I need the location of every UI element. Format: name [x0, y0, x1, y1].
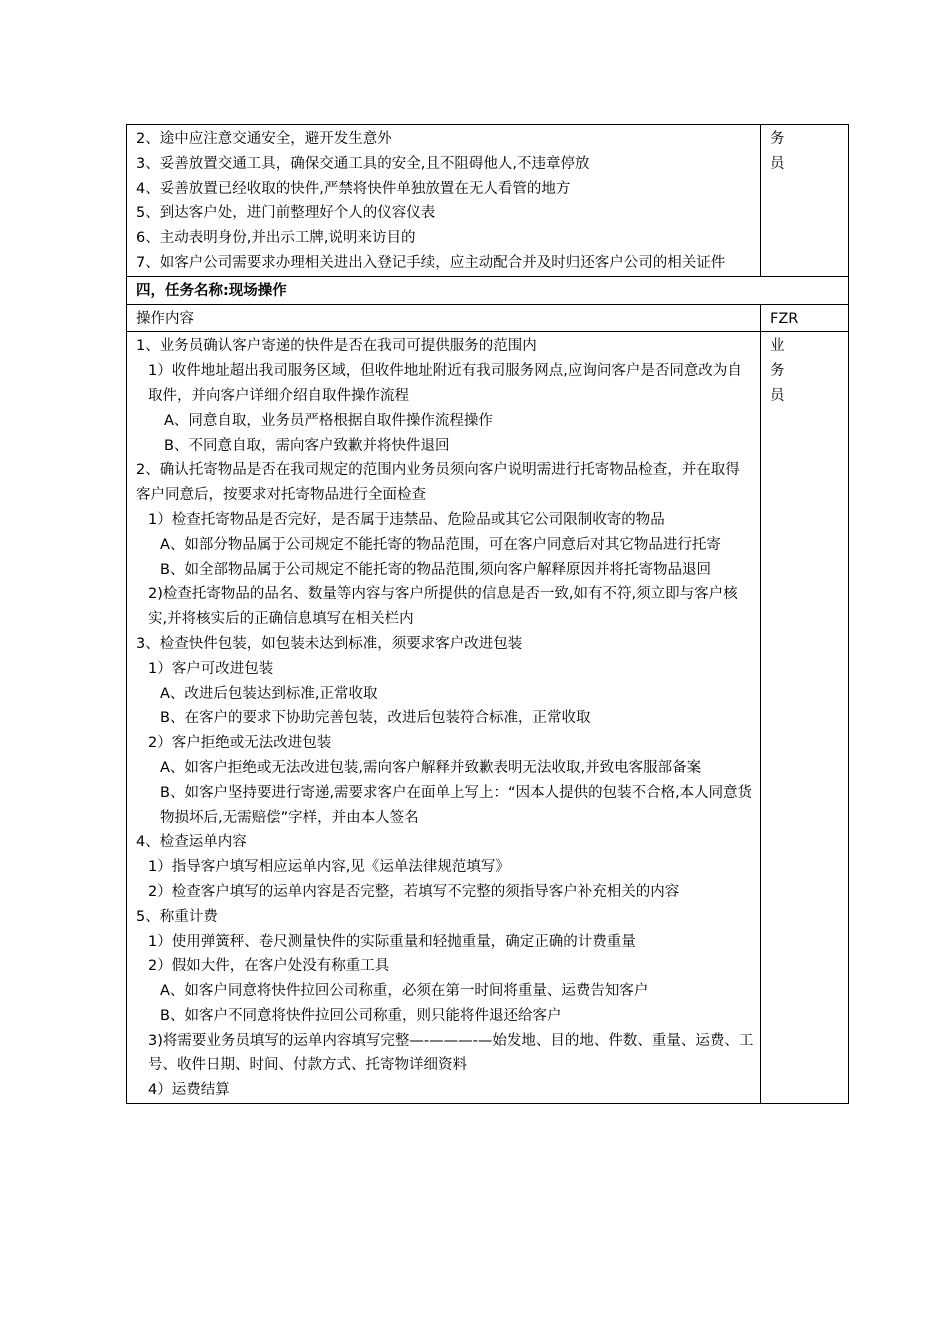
- responsible-char: 务: [770, 363, 785, 380]
- section-heading-cell: [127, 276, 849, 304]
- text-line: A、如客户拒绝或无法改进包装,需向客户解释并致歉表明无法收取,并致电客服部备案: [160, 759, 702, 776]
- text-line: 2）客户拒绝或无法改进包装: [148, 735, 332, 752]
- column-header-responsible: [761, 304, 849, 332]
- task-table: [126, 124, 849, 1104]
- text-line: 6、主动表明身份,并出示工牌,说明来访目的: [136, 230, 416, 247]
- text-line: A、如部分物品属于公司规定不能托寄的物品范围，可在客户同意后对其它物品进行托寄: [160, 536, 721, 553]
- table-row: [127, 332, 849, 1104]
- text-line: 2)检查托寄物品的品名、数量等内容与客户所提供的信息是否一致,如有不符,须立即与客户核实,并将核实后的正确信息填写在相关栏内: [148, 586, 738, 628]
- content-cell-top: [127, 125, 761, 277]
- column-header-label: 操作内容: [136, 310, 194, 327]
- text-line: 2）假如大件，在客户处没有称重工具: [148, 958, 390, 975]
- text-line: B、如全部物品属于公司规定不能托寄的物品范围,须向客户解释原因并将托寄物品退回: [160, 561, 712, 578]
- text-line: 3、妥善放置交通工具，确保交通工具的安全,且不阻碍他人,不违章停放: [136, 155, 590, 172]
- text-line: A、改进后包装达到标准,正常收取: [160, 685, 378, 702]
- responsible-char: 业: [770, 338, 785, 355]
- task-steps-list: [136, 127, 754, 276]
- responsible-char: 员: [770, 387, 785, 404]
- text-line: 5、到达客户处，进门前整理好个人的仪容仪表: [136, 205, 436, 222]
- text-line: 4、检查运单内容: [136, 834, 247, 851]
- text-line: 3、检查快件包装，如包装未达到标准，须要求客户改进包装: [136, 635, 523, 652]
- section-heading: 四，任务名称:现场操作: [136, 282, 287, 299]
- text-line: 5、称重计费: [136, 908, 218, 925]
- text-line: B、如客户坚持要进行寄递,需要求客户在面单上写上：“因本人提供的包装不合格,本人同意货物损坏后,无需赔偿”字样，并由本人签名: [160, 784, 753, 826]
- text-line: 1）检查托寄物品是否完好，是否属于违禁品、危险品或其它公司限制收寄的物品: [148, 511, 665, 528]
- text-line: 4）运费结算: [148, 1082, 230, 1099]
- text-line: 7、如客户公司需要求办理相关进出入登记手续，应主动配合并及时归还客户公司的相关证件: [136, 254, 726, 271]
- column-header-fzr: FZR: [770, 310, 799, 327]
- responsible-person: [770, 334, 840, 408]
- text-line: 4、妥善放置已经收取的快件,严禁将快件单独放置在无人看管的地方: [136, 180, 571, 197]
- text-line: 1、业务员确认客户寄递的快件是否在我司可提供服务的范围内: [136, 338, 537, 355]
- text-line: A、如客户同意将快件拉回公司称重，必须在第一时间将重量、运费告知客户: [160, 983, 649, 1000]
- text-line: A、同意自取，业务员严格根据自取件操作流程操作: [164, 412, 493, 429]
- table-row: [127, 304, 849, 332]
- text-line: 1）使用弹簧秤、卷尺测量快件的实际重量和轻抛重量，确定正确的计费重量: [148, 933, 636, 950]
- text-line: 1）收件地址超出我司服务区域，但收件地址附近有我司服务网点,应询问客户是否同意改为自取件，并向客户详细介绍自取件操作流程: [148, 363, 742, 404]
- responsible-cell-operations: [761, 332, 849, 1104]
- text-line: 2、途中应注意交通安全，避开发生意外: [136, 131, 392, 147]
- table-row: [127, 276, 849, 304]
- text-line: 3)将需要业务员填写的运单内容填写完整—-———-—始发地、目的地、件数、重量、运费、工号、收件日期、时间、付款方式、托寄物详细资料: [148, 1032, 754, 1074]
- text-line: B、不同意自取，需向客户致歉并将快件退回: [164, 437, 450, 454]
- text-line: 1）指导客户填写相应运单内容,见《运单法律规范填写》: [148, 859, 510, 876]
- text-line: 1）客户可改进包装: [148, 660, 274, 677]
- text-line: 2、确认托寄物品是否在我司规定的范围内业务员须向客户说明需进行托寄物品检查，并在取得客户同意后，按要求对托寄物品进行全面检查: [136, 462, 740, 504]
- responsible-cell-top: [761, 125, 849, 277]
- text-line: B、如客户不同意将快件拉回公司称重，则只能将件退还给客户: [160, 1007, 562, 1024]
- operation-steps-list: [136, 334, 754, 1103]
- table-row: [127, 125, 849, 277]
- text-line: 2）检查客户填写的运单内容是否完整，若填写不完整的须指导客户补充相关的内容: [148, 883, 680, 900]
- column-header-content: [127, 304, 761, 332]
- content-cell-operations: [127, 332, 761, 1104]
- responsible-person: [770, 127, 840, 177]
- responsible-char: 务: [770, 131, 785, 147]
- text-line: B、在客户的要求下协助完善包装，改进后包装符合标准，正常收取: [160, 710, 591, 727]
- responsible-char: 员: [770, 155, 785, 172]
